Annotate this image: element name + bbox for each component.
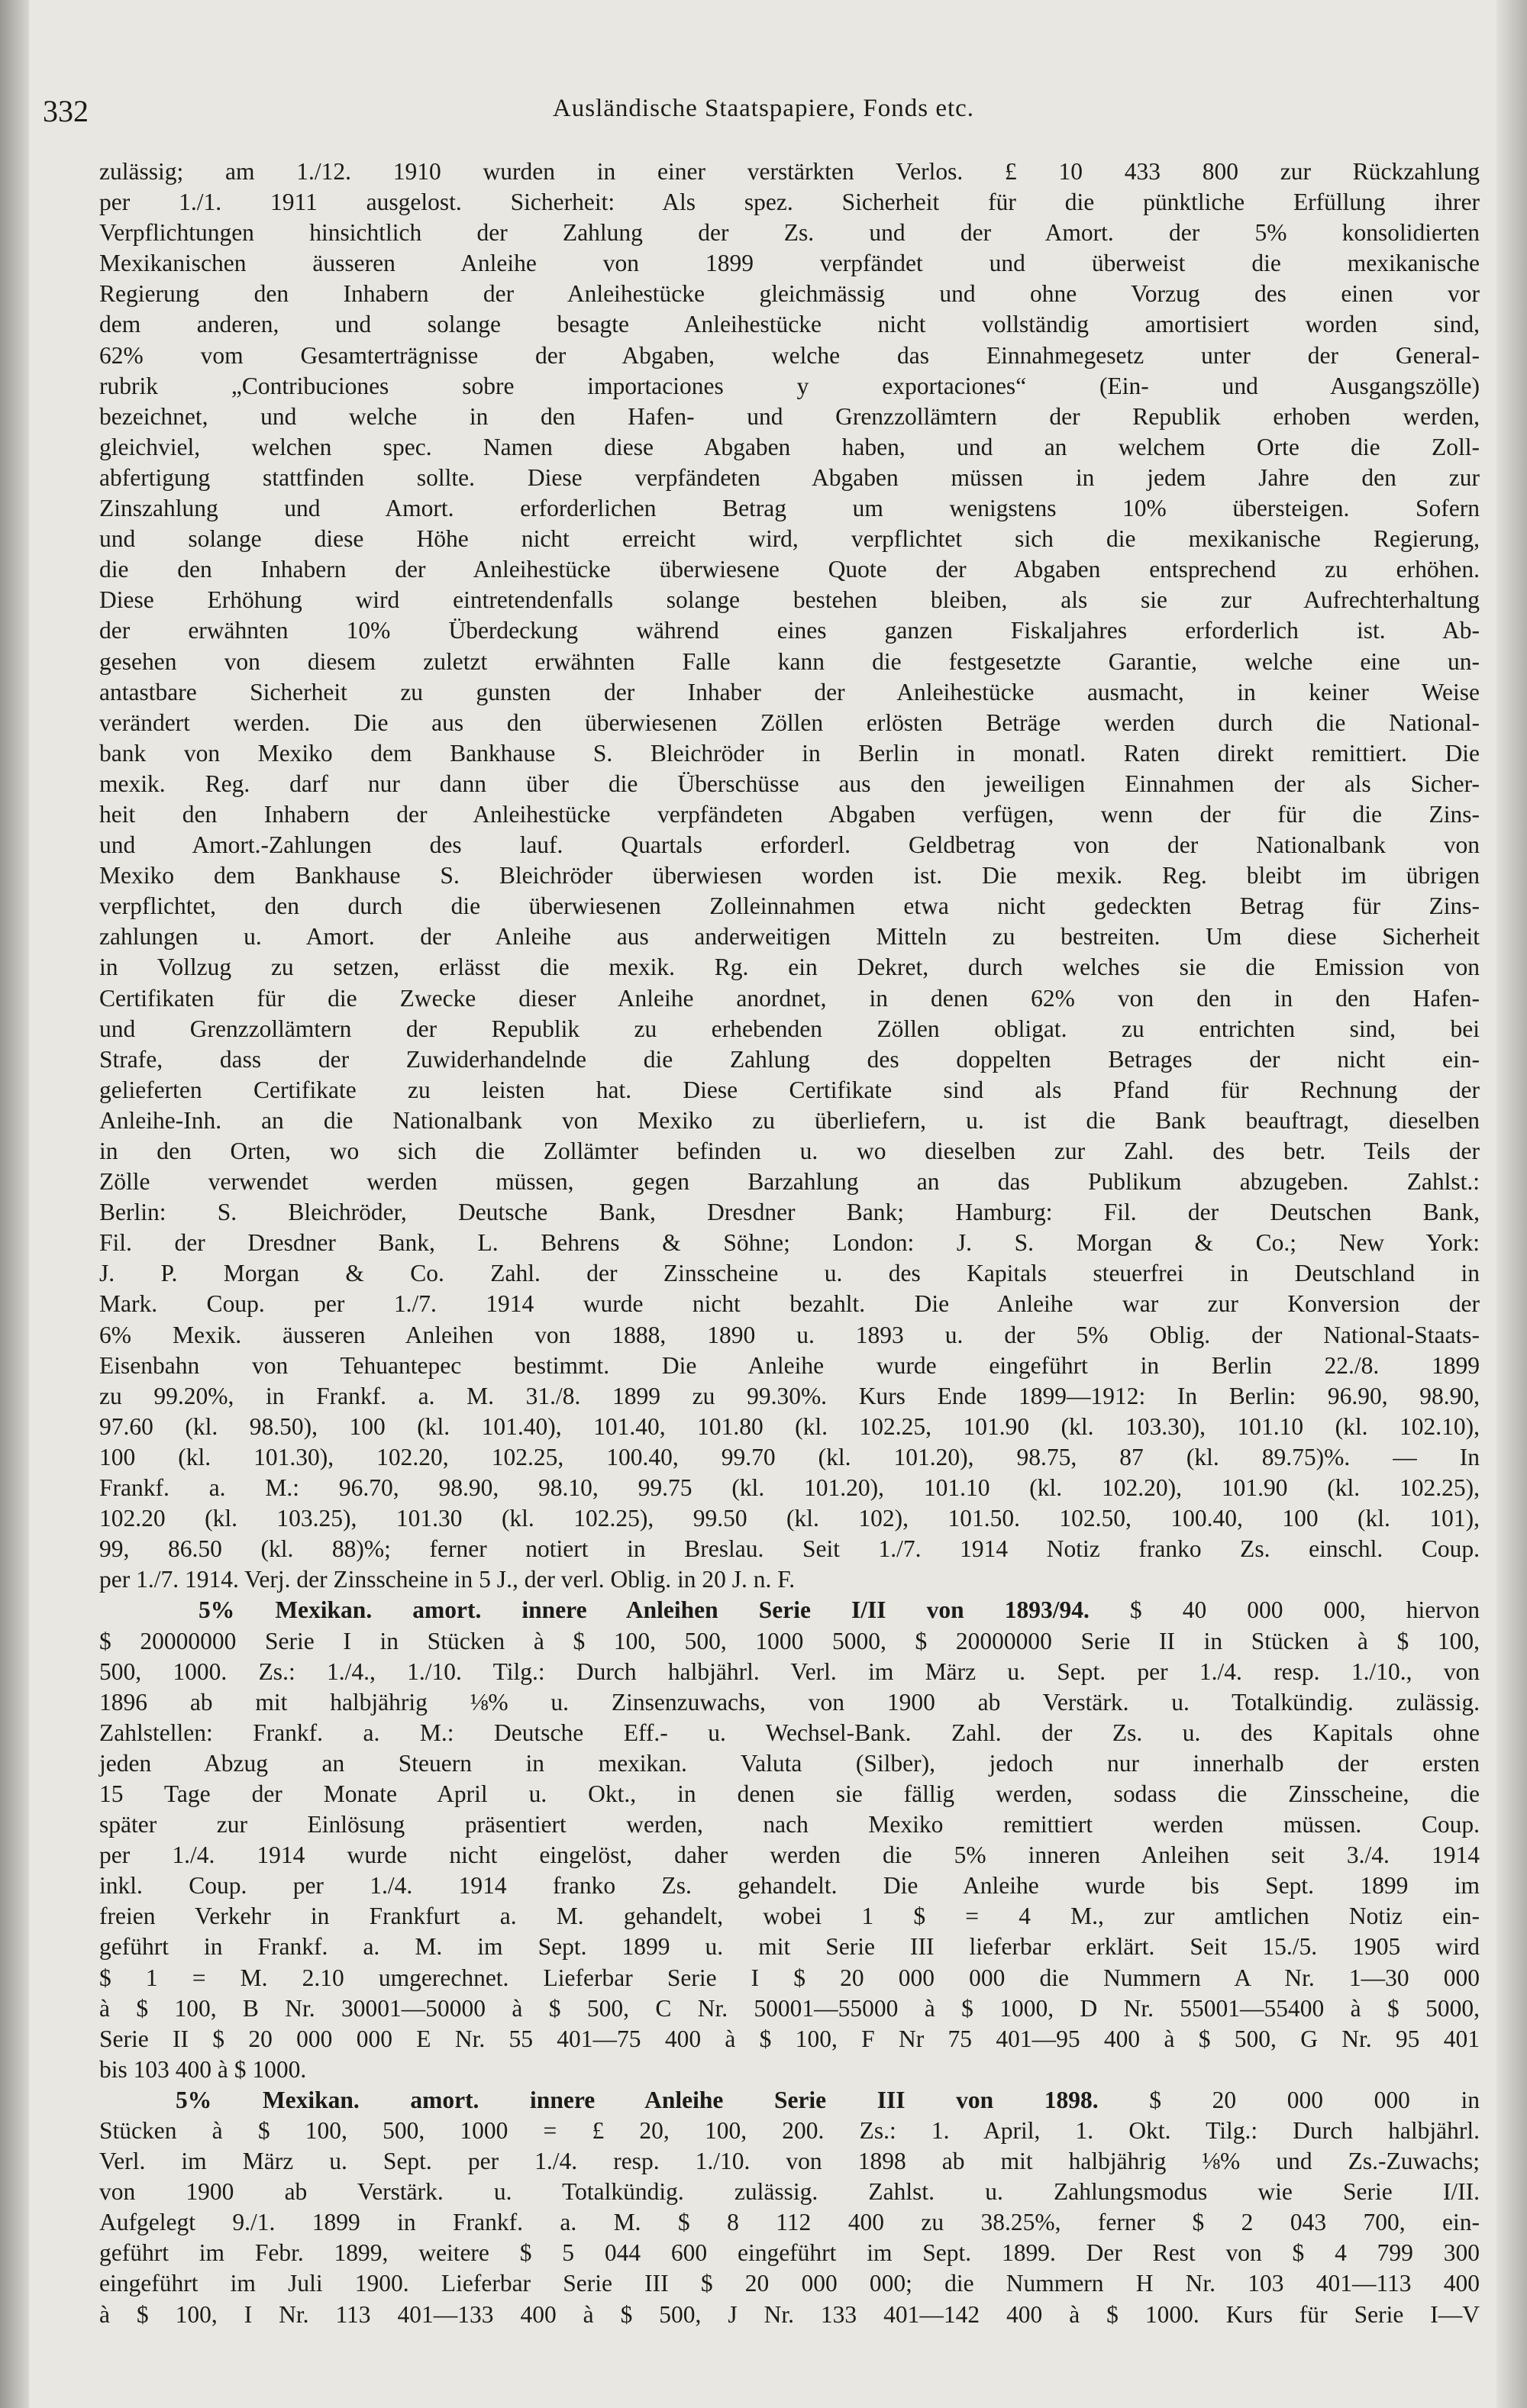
text-line: 100 (kl. 101.30), 102.20, 102.25, 100.40, 99.70 (kl. 101.20), 98.75, 87 (kl. 89.75)%. — In: [99, 1443, 1480, 1470]
text-line: 62% vom Gesamterträgnisse der Abgaben, welche das Einnahmegesetz unter der General-: [99, 341, 1480, 369]
text-line: abfertigung stattfinden sollte. Diese verpfändeten Abgaben müssen in jedem Jahre den zur: [99, 463, 1480, 491]
text-line: Zinszahlung und Amort. erforderlichen Betrag um wenigstens 10% übersteigen. Sofern: [99, 495, 1480, 522]
text-line: inkl. Coup. per 1./4. 1914 franko Zs. gehandelt. Die Anleihe wurde bis Sept. 1899 im: [99, 1872, 1480, 1900]
page-number: 332: [43, 94, 89, 128]
text-line: per 1./7. 1914. Verj. der Zinsscheine in 5 J., der verl. Oblig. in 20 J. n. F.: [99, 1566, 796, 1593]
text-line: Fil. der Dresdner Bank, L. Behrens & Söhne; London: J. S. Morgan & Co.; New York:: [99, 1229, 1480, 1257]
text-line: zulässig; am 1./12. 1910 wurden in einer verstärkten Verlos. £ 10 433 800 zur Rückzahlung: [99, 158, 1480, 185]
text-line: von 1900 ab Verstärk. u. Totalkündig. zulässig. Zahlst. u. Zahlungsmodus wie Serie I/II.: [99, 2178, 1480, 2206]
text-line: bank von Mexiko dem Bankhause S. Bleichröder in Berlin in monatl. Raten direkt remittiert. Die: [99, 739, 1480, 767]
section-heading: 5% Mexikan. amort. innere Anleihen Serie I/II von 1893/94.: [199, 1596, 1090, 1624]
text-line: Mexikanischen äusseren Anleihe von 1899 verpfändet und überweist die mexikanische: [99, 250, 1480, 277]
text-line: per 1./1. 1911 ausgelost. Sicherheit: Als spez. Sicherheit für die pünktliche Erfüllung ihrer: [99, 189, 1480, 216]
text-line: verpflichtet, den durch die überwiesenen Zolleinnahmen etwa nicht gedeckten Betrag für Zins-: [99, 893, 1480, 920]
text-line: freien Verkehr in Frankfurt a. M. gehandelt, wobei 1 $ = 4 M., zur amtlichen Notiz ein-: [99, 1903, 1480, 1930]
text-line: gleichviel, welchen spec. Namen diese Abgaben haben, und an welchem Orte die Zoll-: [99, 433, 1480, 460]
section-heading-rest: $ 20 000 000 in: [1098, 2086, 1480, 2113]
text-line: 1896 ab mit halbjährig ⅛% u. Zinsenzuwachs, von 1900 ab Verstärk. u. Totalkündig. zulässig.: [99, 1688, 1480, 1716]
text-line: Verpflichtungen hinsichtlich der Zahlung der Zs. und der Amort. der 5% konsolidierten: [99, 219, 1480, 247]
text-line: à $ 100, I Nr. 113 401—133 400 à $ 500, J Nr. 133 401—142 400 à $ 1000. Kurs für Serie I—V: [99, 2300, 1480, 2328]
page-edge-shadow: [0, 0, 29, 2408]
text-line: und Grenzzollämtern der Republik zu erhebenden Zöllen obligat. zu entrichten sind, bei: [99, 1015, 1480, 1042]
text-line: 99, 86.50 (kl. 88)%; ferner notiert in Breslau. Seit 1./7. 1914 Notiz franko Zs. einschl. Coup.: [99, 1535, 1480, 1563]
text-line: bis 103 400 à $ 1000.: [99, 2055, 307, 2083]
text-line: geführt im Febr. 1899, weitere $ 5 044 600 eingeführt im Sept. 1899. Der Rest von $ 4 799 300: [99, 2239, 1480, 2267]
text-line: gelieferten Certifikate zu leisten hat. Diese Certifikate sind als Pfand für Rechnung der: [99, 1076, 1480, 1103]
text-line: später zur Einlösung präsentiert werden, nach Mexiko remittiert werden müssen. Coup.: [99, 1811, 1480, 1838]
text-line: Zahlstellen: Frankf. a. M.: Deutsche Eff.- u. Wechsel-Bank. Zahl. der Zs. u. des Kapitals ohne: [99, 1719, 1480, 1746]
text-line: heit den Inhabern der Anleihestücke verpfändeten Abgaben verfügen, wenn der für die Zins-: [99, 800, 1480, 828]
text-line: die den Inhabern der Anleihestücke überwiesene Quote der Abgaben entsprechend zu erhöhen.: [99, 556, 1480, 583]
text-line: verändert werden. Die aus den überwiesenen Zöllen erlösten Beträge werden durch die National-: [99, 709, 1480, 736]
text-line: Serie II $ 20 000 000 E Nr. 55 401—75 400 à $ 100, F Nr 75 401—95 400 à $ 500, G Nr. 95 401: [99, 2025, 1480, 2052]
text-line: 6% Mexik. äusseren Anleihen von 1888, 1890 u. 1893 u. der 5% Oblig. der National-Staats-: [99, 1321, 1480, 1348]
section-heading-rest: $ 40 000 000, hiervon: [1089, 1596, 1480, 1624]
text-line: dem anderen, und solange besagte Anleihestücke nicht vollständig amortisiert worden sind,: [99, 311, 1480, 338]
text-line: Eisenbahn von Tehuantepec bestimmt. Die Anleihe wurde eingeführt in Berlin 22./8. 1899: [99, 1351, 1480, 1379]
text-line: bezeichnet, und welche in den Hafen- und Grenzzollämtern der Republik erhoben werden,: [99, 402, 1480, 430]
text-line: $ 1 = M. 2.10 umgerechnet. Lieferbar Serie I $ 20 000 000 die Nummern A Nr. 1—30 000: [99, 1964, 1480, 1991]
section-heading-line: [99, 1595, 1480, 1625]
body-text: [99, 157, 1480, 2330]
running-title: Ausländische Staatspapiere, Fonds etc.: [552, 95, 975, 122]
text-line: à $ 100, B Nr. 30001—50000 à $ 500, C Nr. 50001—55000 à $ 1000, D Nr. 55001—55400 à $ 5000,: [99, 1994, 1480, 2022]
text-line: der erwähnten 10% Überdeckung während eines ganzen Fiskaljahres erforderlich ist. Ab-: [99, 617, 1480, 644]
text-line: Anleihe-Inh. an die Nationalbank von Mexiko zu überliefern, u. ist die Bank beauftragt, dieselben: [99, 1106, 1480, 1134]
text-line: Strafe, dass der Zuwiderhandelnde die Zahlung des doppelten Betrages der nicht ein-: [99, 1045, 1480, 1073]
text-line: Certifikaten für die Zwecke dieser Anleihe anordnet, in denen 62% von den in den Hafen-: [99, 984, 1480, 1012]
text-line: Stücken à $ 100, 500, 1000 = £ 20, 100, 200. Zs.: 1. April, 1. Okt. Tilg.: Durch halbjährl.: [99, 2117, 1480, 2144]
text-line: jeden Abzug an Steuern in mexikan. Valuta (Silber), jedoch nur innerhalb der ersten: [99, 1749, 1480, 1777]
text-line: zu 99.20%, in Frankf. a. M. 31./8. 1899 zu 99.30%. Kurs Ende 1899—1912: In Berlin: 96.90, 98.90,: [99, 1382, 1480, 1409]
text-line: per 1./4. 1914 wurde nicht eingelöst, daher werden die 5% inneren Anleihen seit 3./4. 1914: [99, 1842, 1480, 1869]
text-line: eingeführt im Juli 1900. Lieferbar Serie III $ 20 000 000; die Nummern H Nr. 103 401—113 400: [99, 2270, 1480, 2297]
text-line: und solange diese Höhe nicht erreicht wird, verpflichtet sich die mexikanische Regierung,: [99, 525, 1480, 553]
text-line: Diese Erhöhung wird eintretendenfalls solange bestehen bleiben, als sie zur Aufrechterhaltung: [99, 586, 1480, 614]
text-line: Zölle verwendet werden müssen, gegen Barzahlung an das Publikum abzugeben. Zahlst.:: [99, 1168, 1480, 1196]
text-line: gesehen von diesem zuletzt erwähnten Falle kann die festgesetzte Garantie, welche eine un-: [99, 647, 1480, 675]
text-line: Verl. im März u. Sept. per 1./4. resp. 1./10. von 1898 ab mit halbjährig ⅛% und Zs.-Zuwachs;: [99, 2148, 1480, 2175]
text-line: $ 20000000 Serie I in Stücken à $ 100, 500, 1000 5000, $ 20000000 Serie II in Stücken à $ 100,: [99, 1627, 1480, 1654]
text-line: Mark. Coup. per 1./7. 1914 wurde nicht bezahlt. Die Anleihe war zur Konversion der: [99, 1290, 1480, 1318]
text-line: mexik. Reg. darf nur dann über die Überschüsse aus den jeweiligen Einnahmen der als Sicher-: [99, 770, 1480, 797]
text-line: 97.60 (kl. 98.50), 100 (kl. 101.40), 101.40, 101.80 (kl. 102.25, 101.90 (kl. 103.30), 101.10 (kl. 102.10),: [99, 1412, 1480, 1440]
text-line: Regierung den Inhabern der Anleihestücke gleichmässig und ohne Vorzug des einen vor: [99, 280, 1480, 308]
text-line: Frankf. a. M.: 96.70, 98.90, 98.10, 99.75 (kl. 101.20), 101.10 (kl. 102.20), 101.90 (kl. 102.25),: [99, 1474, 1480, 1502]
text-line: Berlin: S. Bleichröder, Deutsche Bank, Dresdner Bank; Hamburg: Fil. der Deutschen Bank,: [99, 1199, 1480, 1226]
text-line: und Amort.-Zahlungen des lauf. Quartals erforderl. Geldbetrag von der Nationalbank von: [99, 831, 1480, 859]
text-line: rubrik „Contribuciones sobre importaciones y exportaciones“ (Ein- und Ausgangszölle): [99, 372, 1480, 399]
text-line: antastbare Sicherheit zu gunsten der Inhaber der Anleihestücke ausmacht, in keiner Weise: [99, 678, 1480, 705]
text-line: geführt in Frankf. a. M. im Sept. 1899 u. mit Serie III lieferbar erklärt. Seit 15./5. 1905 wird: [99, 1933, 1480, 1961]
text-line: in den Orten, wo sich die Zollämter befinden u. wo dieselben zur Zahl. des betr. Teils der: [99, 1138, 1480, 1164]
text-line: J. P. Morgan & Co. Zahl. der Zinsscheine u. des Kapitals steuerfrei in Deutschland in: [99, 1260, 1480, 1287]
text-line: in Vollzug zu setzen, erlässt die mexik. Rg. ein Dekret, durch welches sie die Emission von: [99, 954, 1480, 981]
text-line: Mexiko dem Bankhause S. Bleichröder überwiesen worden ist. Die mexik. Reg. bleibt im übrigen: [99, 862, 1480, 889]
text-line: 15 Tage der Monate April u. Okt., in denen sie fällig werden, sodass die Zinsscheine, die: [99, 1780, 1480, 1807]
page-edge-shadow: [1496, 0, 1527, 2408]
section-heading-line: [99, 2085, 1480, 2116]
text-line: zahlungen u. Amort. der Anleihe aus anderweitigen Mitteln zu bestreiten. Um diese Sicherheit: [99, 923, 1480, 951]
section-heading: 5% Mexikan. amort. innere Anleihe Serie III von 1898.: [176, 2086, 1099, 2113]
text-line: 102.20 (kl. 103.25), 101.30 (kl. 102.25), 99.50 (kl. 102), 101.50. 102.50, 100.40, 100 (kl. 101),: [99, 1505, 1480, 1532]
text-line: Aufgelegt 9./1. 1899 in Frankf. a. M. $ 8 112 400 zu 38.25%, ferner $ 2 043 700, ein-: [99, 2209, 1480, 2236]
text-line: 500, 1000. Zs.: 1./4., 1./10. Tilg.: Durch halbjährl. Verl. im März u. Sept. per 1./4. resp. 1./10., von: [99, 1658, 1480, 1685]
